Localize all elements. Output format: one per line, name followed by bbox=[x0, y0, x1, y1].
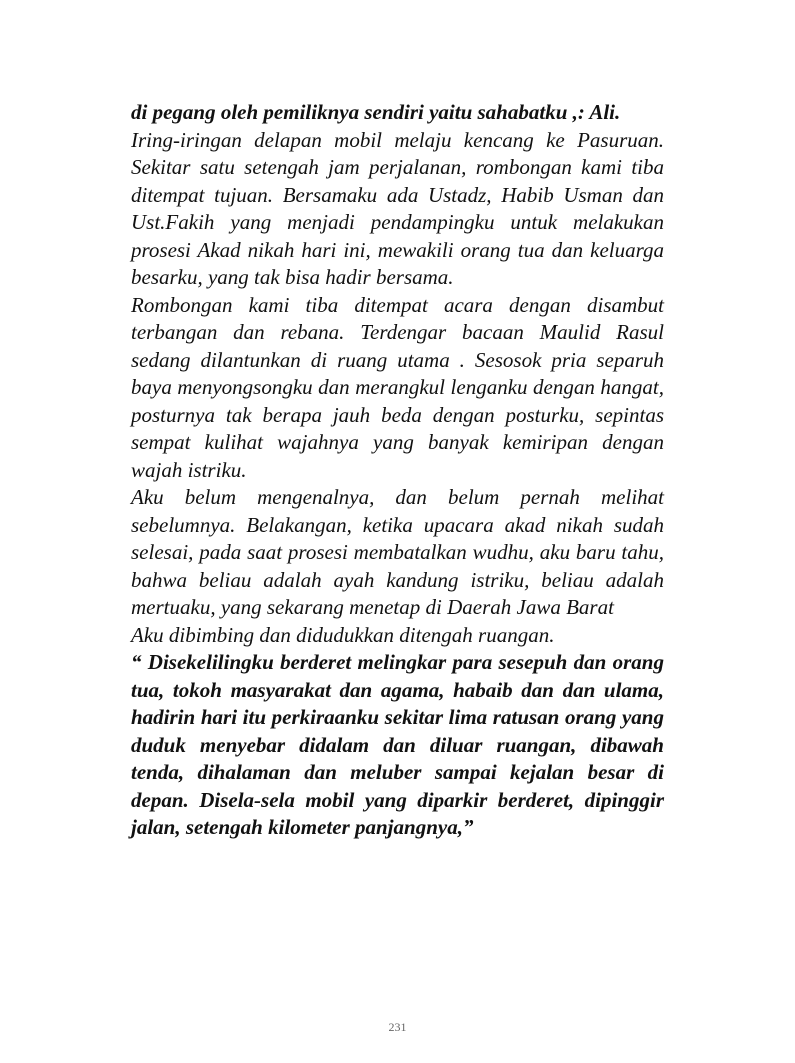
paragraph-journey: Iring-iringan delapan mobil melaju kencang ke Pasuruan. Sekitar satu setengah jam perjalanan, rombongan kami tiba ditempat tujuan. Bersamaku ada Ustadz, Habib Usman dan Ust.Fakih yang menjadi pendampingku untuk melakukan prosesi Akad nikah hari ini, mewakili orang tua dan keluarga besarku, yang tak bisa hadir bersama. bbox=[131, 127, 664, 289]
paragraph-seated: Aku dibimbing dan didudukkan ditengah ruangan. bbox=[131, 622, 555, 647]
page-number: 231 bbox=[388, 1020, 407, 1034]
paragraph-quote: “ Disekelilingku berderet melingkar para sesepuh dan orang tua, tokoh masyarakat dan agama, habaib dan dan ulama, hadirin hari itu perkiraanku sekitar lima ratusan orang yang duduk menyebar didalam dan diluar ruangan, dibawah tenda, dihalaman dan meluber sampai kejalan besar di depan. Disela-sela mobil yang diparkir berderet, dipinggir jalan, setengah kilometer panjangnya,” bbox=[131, 650, 664, 839]
paragraph-opening-line: di pegang oleh pemiliknya sendiri yaitu sahabatku ,: Ali. bbox=[131, 100, 621, 124]
paragraph-father-in-law: Aku belum mengenalnya, dan belum pernah melihat sebelumnya. Belakangan, ketika upacara akad nikah sudah selesai, pada saat prosesi membatalkan wudhu, aku baru tahu, bahwa beliau adalah ayah kandung istriku, beliau adalah mertuaku, yang sekarang menetap di Daerah Jawa Barat bbox=[131, 485, 664, 619]
body-text bbox=[131, 99, 664, 842]
paragraph-arrival: Rombongan kami tiba ditempat acara dengan disambut terbangan dan rebana. Terdengar bacaan Maulid Rasul sedang dilantunkan di ruang utama . Sesosok pria separuh baya menyongsongku dan merangkul lenganku dengan hangat, posturnya tak berapa jauh beda dengan posturku, sepintas sempat kulihat wajahnya yang banyak kemiripan dengan wajah istriku. bbox=[131, 292, 664, 482]
